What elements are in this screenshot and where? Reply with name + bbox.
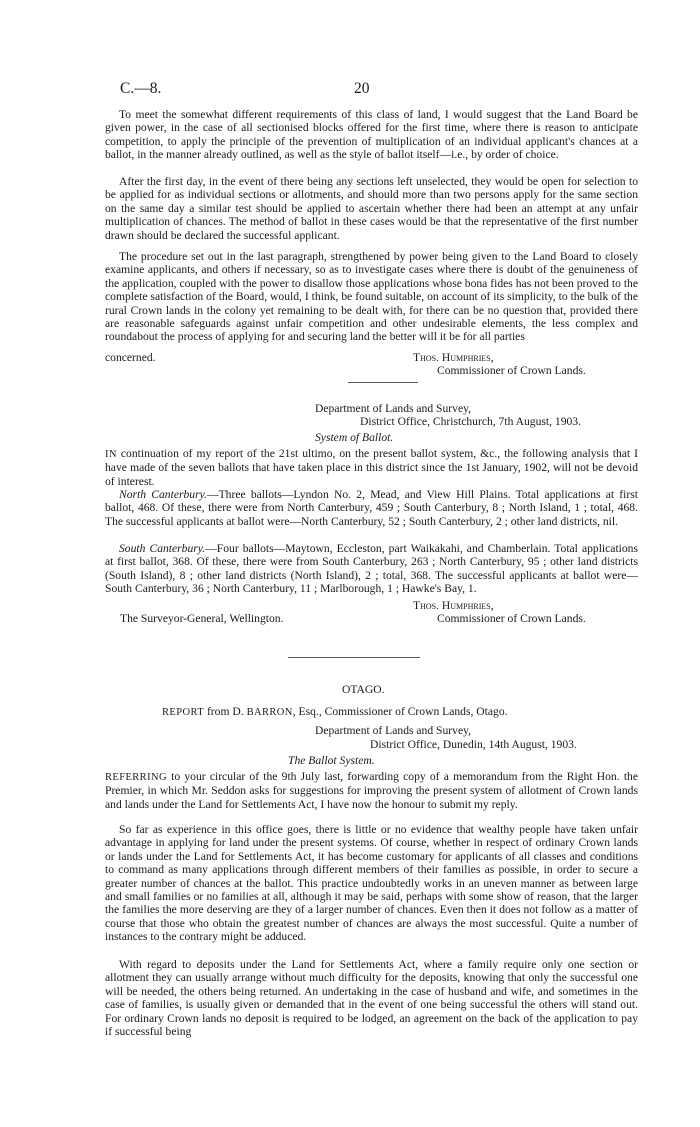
paragraph-south-canterbury <box>105 542 638 596</box>
otago-subject: The Ballot System. <box>288 754 375 767</box>
signature-name-2: Thos. Humphries, <box>413 599 494 612</box>
paragraph-referring-text: to your circular of the 9th July last, forwarding copy of a memorandum from the Right Hon. the Premier, in which Mr. Seddon asks for suggestions for improving the present system of allotment of Crown lands and lands under the Land for Settlements Act, I have now the honour to submit my reply. <box>105 770 638 811</box>
section-heading-otago: OTAGO. <box>342 683 385 696</box>
paragraph-north-canterbury <box>105 488 638 528</box>
signature-name: Thos. Humphries, <box>413 351 494 364</box>
otago-department: Department of Lands and Survey, <box>315 724 472 737</box>
report-from: from D. <box>206 705 244 718</box>
paragraph-continuation <box>105 447 638 488</box>
paragraph-procedure-last-word: concerned. <box>105 351 156 364</box>
paragraph-south-canterbury-text: —Four ballots—Maytown, Eccleston, part Waikakahi, and Chamberlain. Total applications at first ballot, 368. Of these, there were from South Canterbury, 263 ; North Canterbury, 95 ; other land districts (South Island), 8 ; other land districts (North Island), 2 ; total, 368. The successful applicants at ballot were—South Canterbury, 36 ; North Canterbury, 11 ; Marlborough, 1 ; Hawke's Bay, 1. <box>105 542 638 596</box>
paragraph-referring <box>105 770 638 811</box>
report-name: BARRON <box>246 707 293 718</box>
paragraph-procedure: The procedure set out in the last paragraph, strengthened by power being given to the Land Board to closely examine applicants, and others if necessary, so as to investigate cases where there is doubt of the genuineness of the application, coupled with the power to disallow those applications whose bona fides has not been proved to the complete satisfaction of the Board, would, I think, be found suitable, on account of its simplicity, to the bulk of the rural Crown lands in the colony yet remaining to be dealt with, for there can be no question that, provided there are reasonable safeguards against unfair competition and other undesirable elements, the less complex and roundabout the process of applying for and securing land the better will it be for all parties <box>105 250 638 344</box>
letter-subject: System of Ballot. <box>315 431 394 444</box>
paragraph-continuation-text: continuation of my report of the 21st ultimo, on the present ballot system, &c., the following analysis that I have made of the seven ballots that have taken place in this district since the 1st January, 1902, will not be devoid of interest. <box>105 447 639 488</box>
addressee: The Surveyor-General, Wellington. <box>120 612 284 625</box>
document-reference: C.—8. <box>120 80 162 97</box>
letter-department: Department of Lands and Survey, <box>315 402 472 415</box>
report-word: REPORT <box>162 707 205 718</box>
signature-title: Commissioner of Crown Lands. <box>437 364 586 377</box>
signature-title-2: Commissioner of Crown Lands. <box>437 612 586 625</box>
paragraph-land-board-power: To meet the somewhat different requirements of this class of land, I would suggest that the Land Board be given power, in the case of all sectionised blocks offered for the first time, where there is reason to anticipate competition, to apply the principle of the prevention of multiplication of an individual applicant's chances at a ballot, in the manner already outlined, as well as the style of ballot itself—i.e., by order of choice. <box>105 108 638 162</box>
report-byline <box>162 705 508 719</box>
page-header <box>120 80 650 100</box>
report-rest: , Esq., Commissioner of Crown Lands, Otago. <box>292 705 508 718</box>
paragraph-deposits: With regard to deposits under the Land for Settlements Act, where a family require only one section or allotment they can usually arrange without much difficulty for the deposits, knowing that only the successful one will be needed, the others being returned. An undertaking in the case of husband and wife, and sometimes in the case of families, is usually given or demanded that in the event of one being successful the others will stand out. For ordinary Crown lands no deposit is required to be lodged, an agreement on the back of the application to pay if successful being <box>105 958 638 1039</box>
section-divider-2 <box>288 657 420 658</box>
letter-office-date: District Office, Christchurch, 7th August, 1903. <box>360 415 582 428</box>
paragraph-experience: So far as experience in this office goes, there is little or no evidence that wealthy people have taken unfair advantage in applying for land under the present systems. Of course, whether in respect of ordinary Crown lands or lands under the Land for Settlements Act, it has become customary for applicants of all classes and conditions to command as many applications through different members of their families as possible, in order to secure a greater number of chances at the ballot. This practice undoubtedly works in an uneven manner as between large and small families or no families at all, although it may be said, perhaps with some show of reason, that the larger the families the more deserving are they of a larger number of chances. Even then it does not follow as a matter of course that those who obtain the greatest number of chances are always the most successful. Quite a number of instances to the contrary might be adduced. <box>105 823 638 944</box>
otago-office-date: District Office, Dunedin, 14th August, 1903. <box>370 738 577 751</box>
lead-word: IN <box>105 449 117 460</box>
section-divider <box>348 382 418 383</box>
district-name-north-canterbury: North Canterbury. <box>119 488 207 501</box>
district-name-south-canterbury: South Canterbury. <box>119 542 206 555</box>
paragraph-after-first-day: After the first day, in the event of there being any sections left unselected, they would be open for selection to be applied for as individual sections or allotments, and should more than two persons apply for the same section on the same day a similar test should be applied to ascertain whether there had been an attempt at any unfair multiplication of chances. The method of ballot in these cases would be that the representative of the first number drawn should be declared the successful applicant. <box>105 175 638 242</box>
paragraph-north-canterbury-text: —Three ballots—Lyndon No. 2, Mead, and View Hill Plains. Total applications at first ballot, 468. Of these, there were from North Canterbury, 459 ; South Canterbury, 8 ; North Island, 1 ; total, 468. The successful applicants at ballot were—North Canterbury, 52 ; South Canterbury, 2 ; other land districts, nil. <box>105 488 638 528</box>
page-number: 20 <box>354 80 370 97</box>
lead-word-otago: REFERRING <box>105 772 167 783</box>
